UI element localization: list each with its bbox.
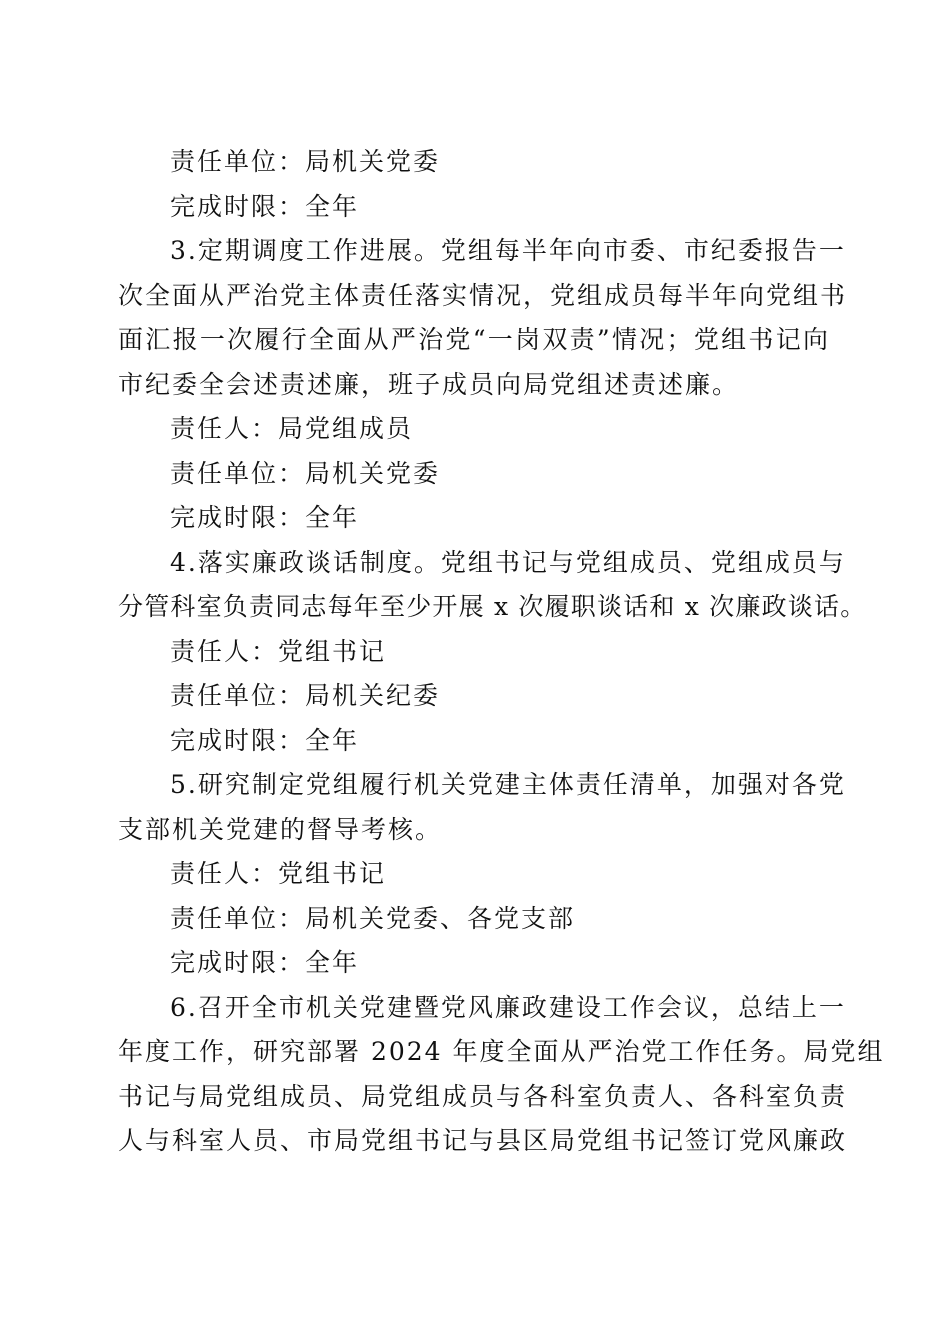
responsible-unit-line: 责任单位：局机关党委 <box>170 458 441 488</box>
item-6-line-1: 6.召开全市机关党建暨党风廉政建设工作会议，总结上一 <box>170 992 846 1022</box>
item-4-line-2: 分管科室负责同志每年至少开展 x 次履职谈话和 x 次廉政谈话。 <box>118 592 867 621</box>
item-3-line-4: 市纪委全会述责述廉，班子成员向局党组述责述廉。 <box>118 369 740 399</box>
deadline-line: 完成时限：全年 <box>170 191 360 221</box>
item-3-line-1: 3.定期调度工作进展。党组每半年向市委、市纪委报告一 <box>170 236 846 265</box>
item-6-line-2: 年度工作，研究部署 2024 年度全面从严治党工作任务。局党组 <box>118 1037 885 1066</box>
responsible-unit-line: 责任单位：局机关党委、各党支部 <box>170 903 576 933</box>
deadline-line: 完成时限：全年 <box>170 948 360 977</box>
responsible-unit-line: 责任单位：局机关纪委 <box>170 681 441 710</box>
item-5-line-1: 5.研究制定党组履行机关党建主体责任清单，加强对各党 <box>170 770 846 799</box>
item-3-line-3: 面汇报一次履行全面从严治党“一岗双责”情况；党组书记向 <box>118 325 830 354</box>
responsible-person-line: 责任人：局党组成员 <box>170 414 414 443</box>
responsible-unit-line: 责任单位：局机关党委 <box>170 147 441 176</box>
deadline-line: 完成时限：全年 <box>170 503 360 532</box>
item-6-line-4: 人与科室人员、市局党组书记与县区局党组书记签订党风廉政 <box>118 1126 848 1155</box>
deadline-line: 完成时限：全年 <box>170 725 360 755</box>
responsible-person-line: 责任人：党组书记 <box>170 636 387 666</box>
item-3-line-2: 次全面从严治党主体责任落实情况，党组成员每半年向党组书 <box>118 280 848 310</box>
item-6-line-3: 书记与局党组成员、局党组成员与各科室负责人、各科室负责 <box>118 1081 848 1111</box>
document-page <box>118 140 885 1164</box>
item-5-line-2: 支部机关党建的督导考核。 <box>118 814 443 844</box>
responsible-person-line: 责任人：党组书记 <box>170 859 387 888</box>
item-4-line-1: 4.落实廉政谈话制度。党组书记与党组成员、党组成员与 <box>170 547 846 577</box>
